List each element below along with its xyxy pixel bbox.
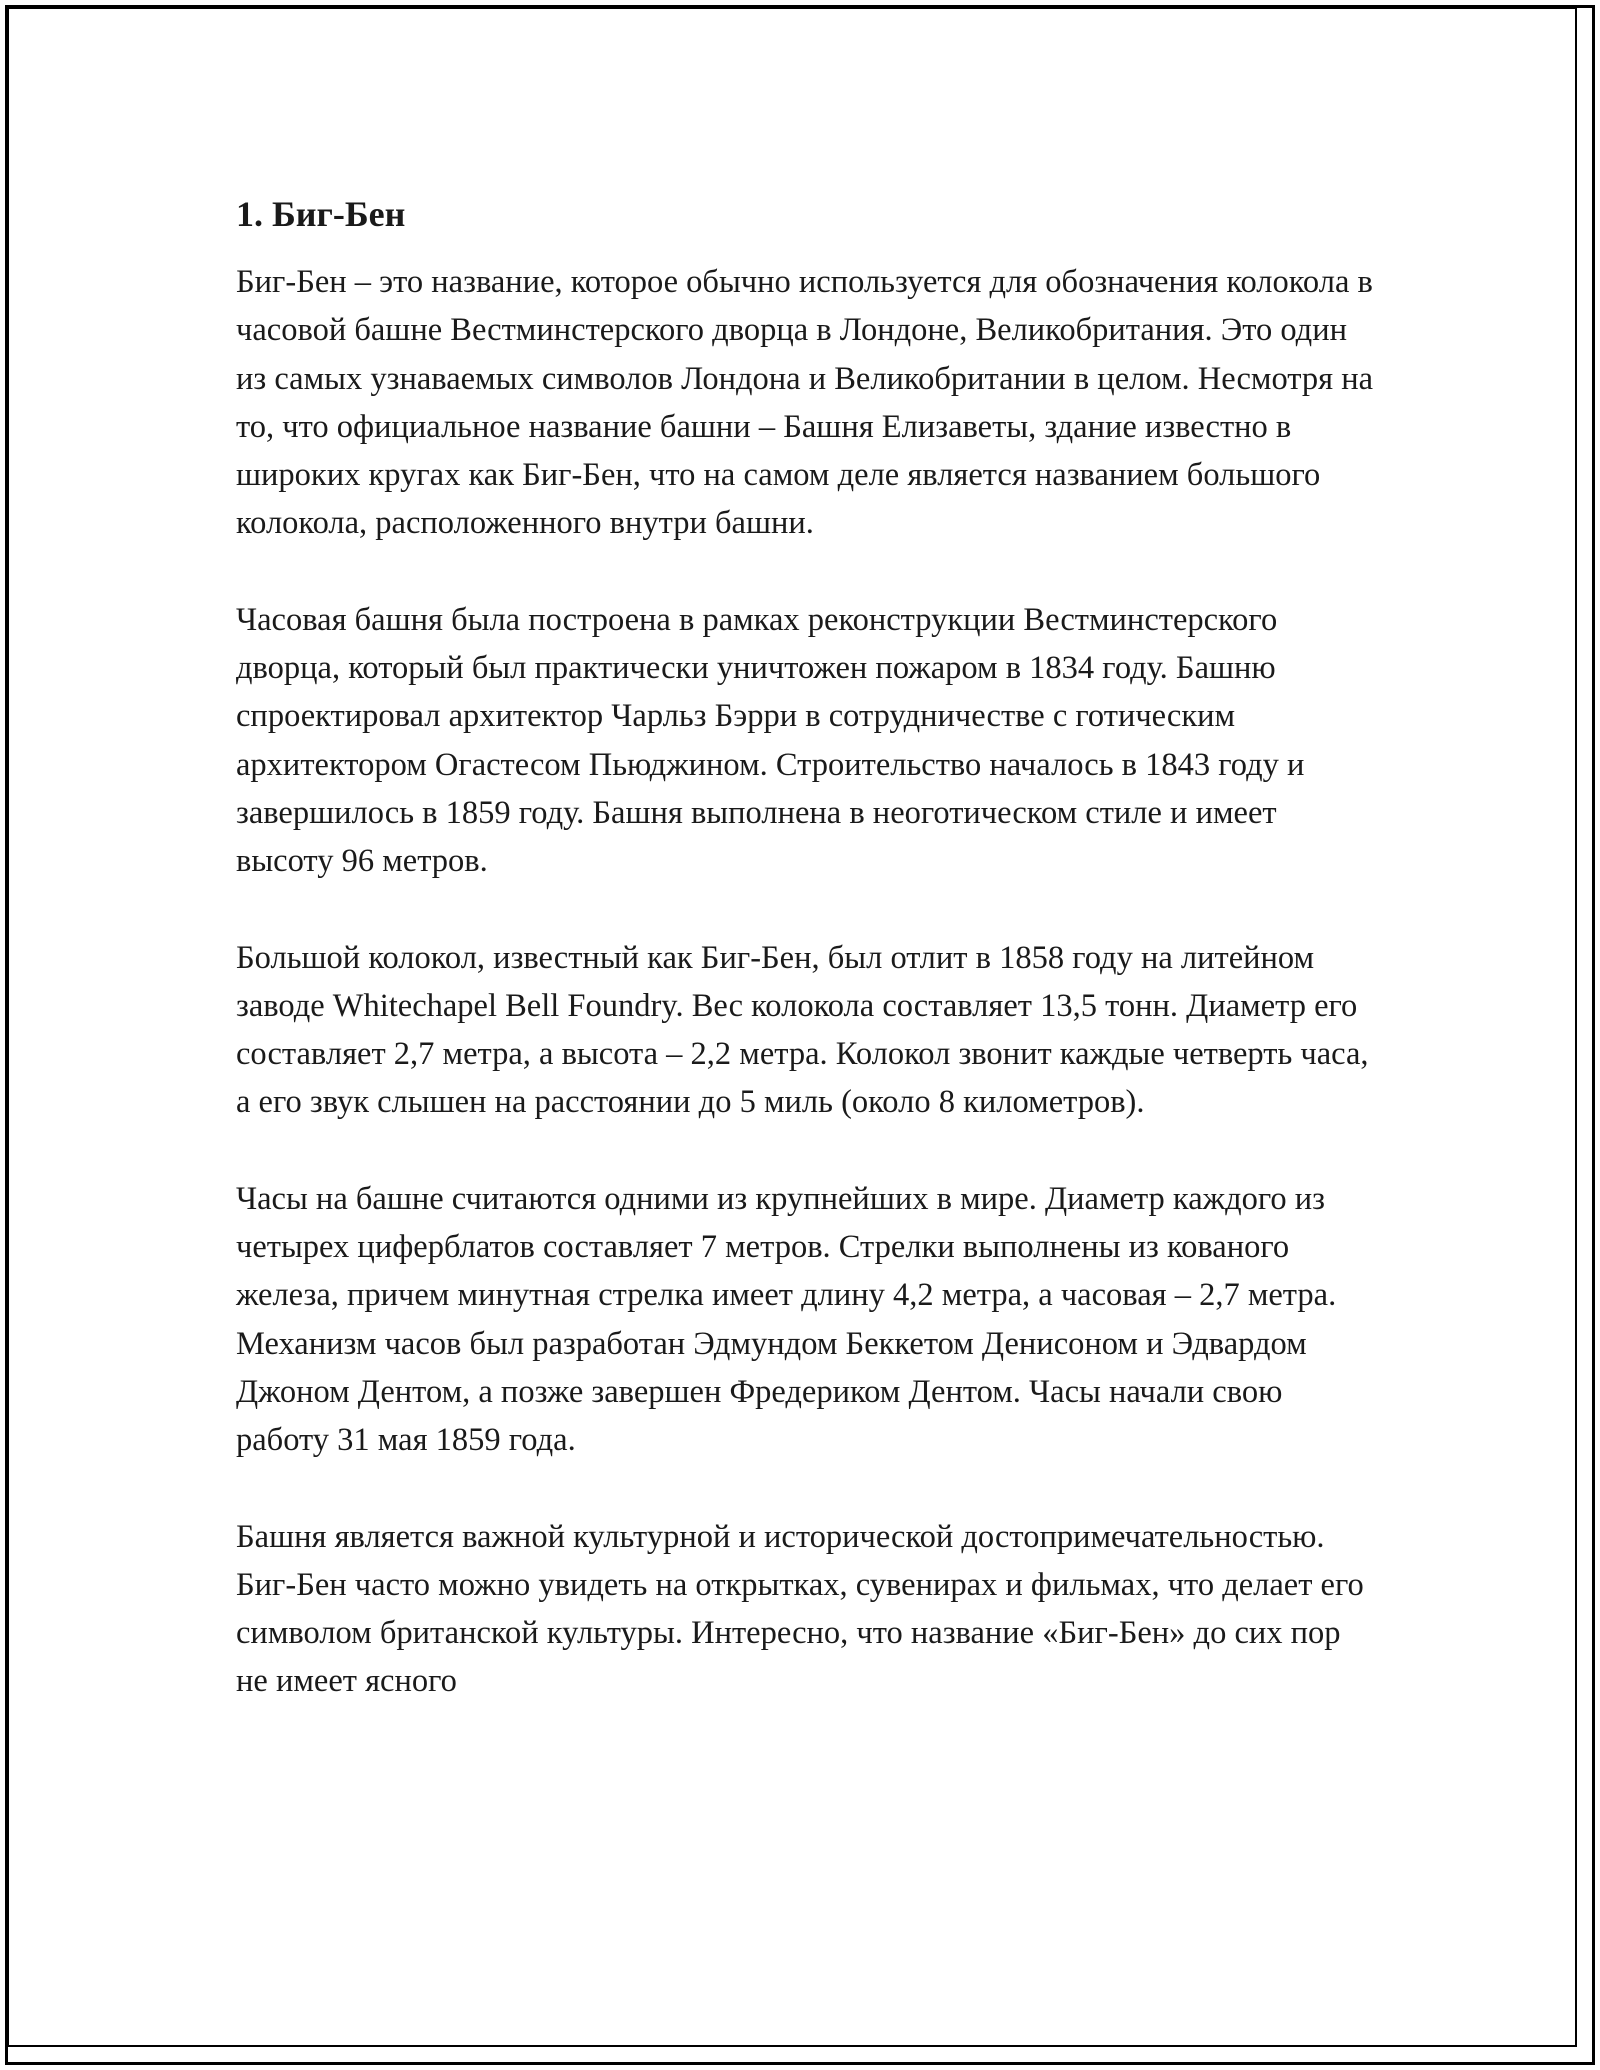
document-page	[236, 190, 1376, 1754]
paragraph-construction: Часовая башня была построена в рамках реконструкции Вестминстерского дворца, который был практически уничтожен пожаром в 1834 году. Башню спроектировал архитектор Чарльз Бэрри в сотрудничестве с готическим архитектором Огастесом Пьюджином. Строительство началось в 1843 году и завершилось в 1859 году. Башня выполнена в неоготическом стиле и имеет высоту 96 метров.	[236, 601, 1305, 880]
paragraph-intro: Биг-Бен – это название, которое обычно используется для обозначения колокола в часовой башне Вестминстерского дворца в Лондоне, Великобритания. Это один из самых узнаваемых символов Лондона и Великобритании в целом. Несмотря на то, что официальное название башни – Башня Елизаветы, здание известно в широких кругах как Биг-Бен, что на самом деле является названием большого колокола, расположенного внутри башни.	[236, 264, 1374, 542]
paragraph-bell: Большой колокол, известный как Биг-Бен, был отлит в 1858 году на литейном заводе Whitechapel Bell Foundry. Вес колокола составляет 13,5 тонн. Диаметр его составляет 2,7 метра, а высота – 2,2 метра. Колокол звонит каждые четверть часа, а его звук слышен на расстоянии до 5 миль (около 8 километров).	[236, 939, 1369, 1121]
paragraph-clock: Часы на башне считаются одними из крупнейших в мире. Диаметр каждого из четырех циферблатов составляет 7 метров. Стрелки выполнены из кованого железа, причем минутная стрелка имеет длину 4,2 метра, а часовая – 2,7 метра. Механизм часов был разработан Эдмундом Беккетом Денисоном и Эдвардом Джоном Дентом, а позже завершен Фредериком Дентом. Часы начали свою работу 31 мая 1859 года.	[236, 1180, 1337, 1459]
section-heading: 1. Биг-Бен	[236, 194, 406, 234]
paragraph-culture: Башня является важной культурной и исторической достопримечательностью. Биг-Бен часто можно увидеть на открытках, сувенирах и фильмах, что делает его символом британской культуры. Интересно, что название «Биг-Бен» до сих пор не имеет ясного	[236, 1518, 1364, 1700]
